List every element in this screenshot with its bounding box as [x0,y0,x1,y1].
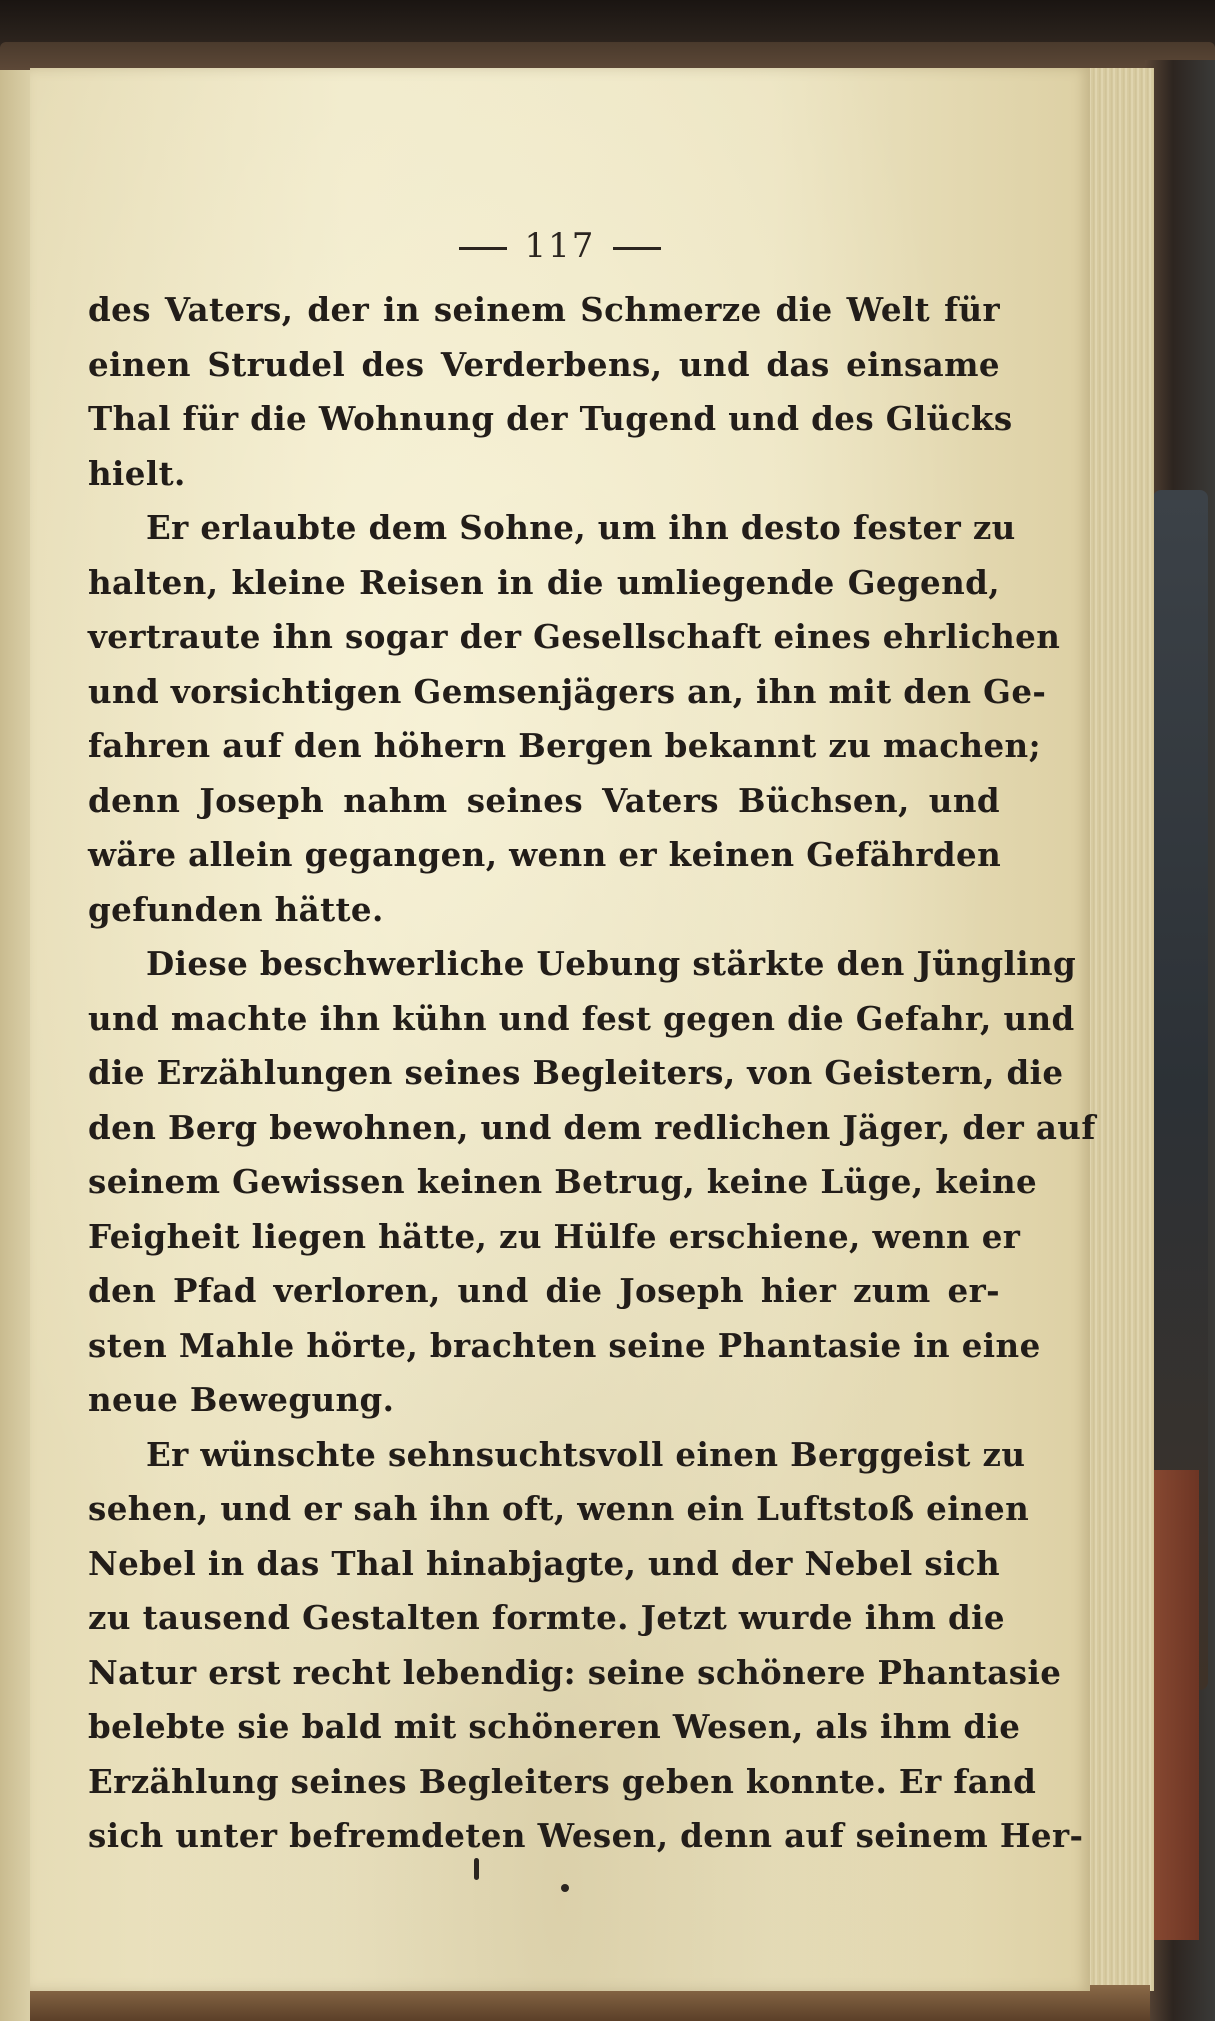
text-line: Erzählung seines Begleiters geben konnte. Er fand [88,1761,1037,1801]
text-line: die Erzählungen seines Begleiters, von Geistern, die [88,1053,1064,1092]
header-dash-right [613,247,661,250]
text-line: Thal für die Wohnung der Tugend und des Glücks [88,399,1013,438]
text-line: denn Joseph nahm seines Vaters Büchsen, und [88,780,1000,820]
text-line: sich unter befremdeten Wesen, denn auf seinem Her- [88,1816,1084,1855]
paragraph-start-line: Diese beschwerliche Uebung stärkte den Jüngling [146,944,1077,983]
page-number-header [30,226,1090,266]
text-line: seinem Gewissen keinen Betrug, keine Lüge, keine [88,1162,1038,1201]
text-line: den Berg bewohnen, und dem redlichen Jäger, der auf [88,1107,1096,1147]
body-text [88,283,1096,1864]
text-line: und vorsichtigen Gemsenjägers an, ihn mit den Ge- [88,671,1047,711]
text-line: Nebel in das Thal hinabjagte, und der Nebel sich [88,1543,1000,1583]
text-line: belebte sie bald mit schöneren Wesen, als ihm die [88,1707,1021,1746]
text-line: wäre allein gegangen, wenn er keinen Gefährden [88,835,1002,874]
text-line: und machte ihn kühn und fest gegen die Gefahr, und [88,998,1075,1038]
text-line: des Vaters, der in seinem Schmerze die Welt für [88,290,1000,329]
paragraph-start-line: Er erlaubte dem Sohne, um ihn desto fester zu [146,508,1016,547]
ink-mark [474,1858,479,1880]
ink-mark [561,1884,569,1892]
text-line: zu tausend Gestalten formte. Jetzt wurde ihm die [88,1598,1005,1637]
header-dash-left [459,247,507,250]
text-line: vertraute ihn sogar der Gesellschaft eines ehrlichen [88,617,1061,656]
book-page [30,68,1096,1991]
paragraph-start-line: Er wünschte sehnsuchtsvoll einen Berggeist zu [146,1434,1026,1474]
page-number: 117 [524,226,596,266]
text-line: gefunden hätte. [88,889,384,929]
text-line: fahren auf den höhern Bergen bekannt zu machen; [88,726,1041,765]
text-line: sehen, und er sah ihn oft, wenn ein Luftstoß einen [88,1489,1030,1528]
text-line: den Pfad verloren, und die Joseph hier zum er- [88,1271,1000,1310]
text-line: einen Strudel des Verderbens, und das einsame [88,344,1000,384]
text-line: halten, kleine Reisen in die umliegende Gegend, [88,562,1000,602]
text-line: sten Mahle hörte, brachten seine Phantasie in eine [88,1325,1041,1365]
text-line: Natur erst recht lebendig: seine schönere Phantasie [88,1652,1062,1692]
text-line: Feigheit liegen hätte, zu Hülfe erschiene, wenn er [88,1216,1021,1256]
book-cover-corner [1147,1470,1199,1940]
text-line: hielt. [88,453,186,493]
text-line: neue Bewegung. [88,1380,395,1419]
